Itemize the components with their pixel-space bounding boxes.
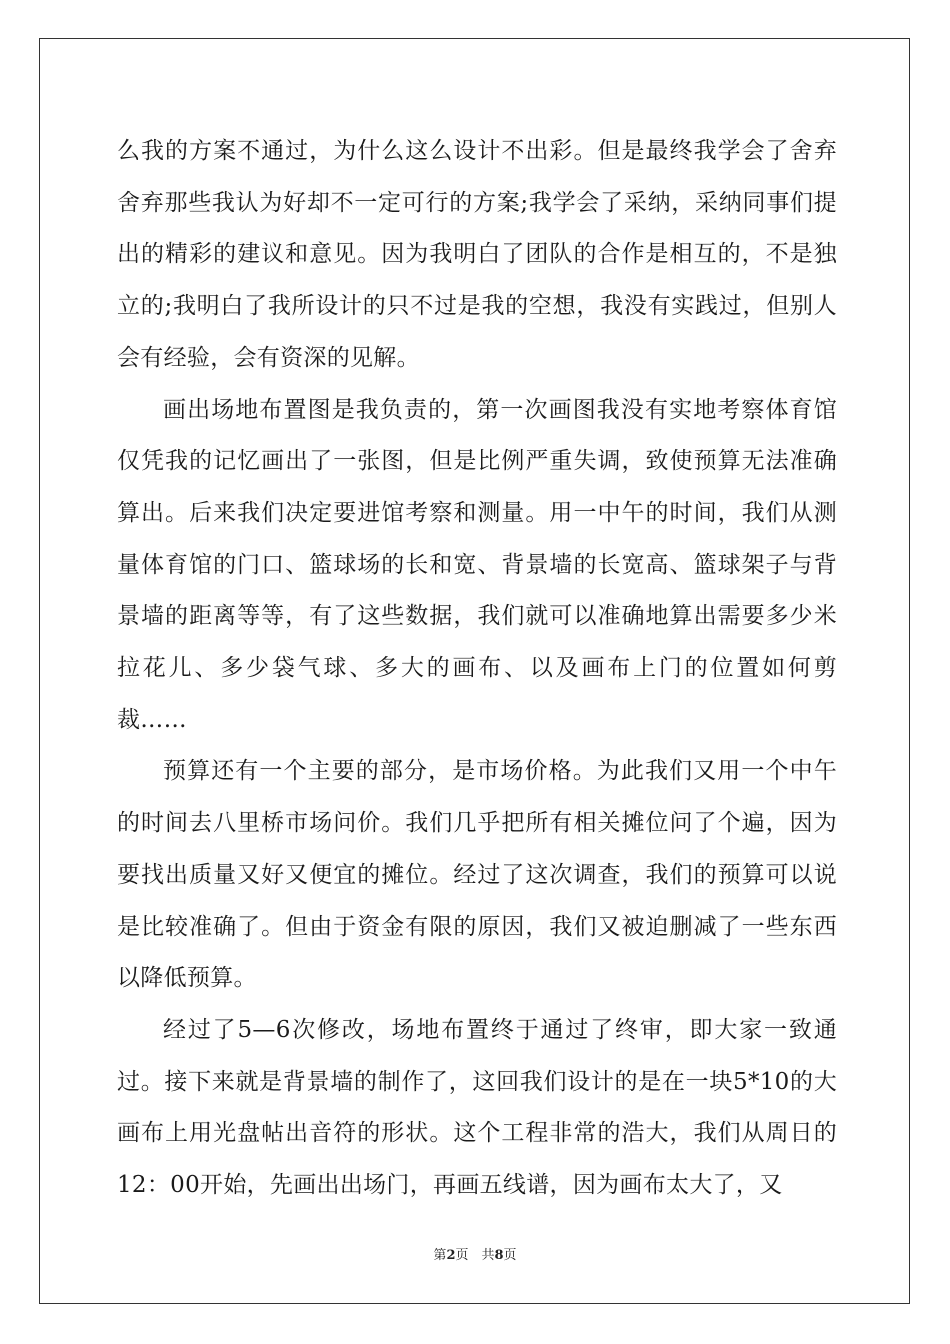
paragraph-3: 预算还有一个主要的部分，是市场价格。为此我们又用一个中午的时间去八里桥市场问价。我们几乎把所有相关摊位问了个遍，因为要找出质量又好又便宜的摊位。经过了这次调查，我们的预算可以说是比较准确了。但由于资金有限的原因，我们又被迫删减了一些东西以降低预算。	[117, 758, 837, 992]
page-footer	[0, 1244, 950, 1263]
current-page-number: 2	[446, 1248, 456, 1263]
footer-prefix: 第	[433, 1248, 447, 1263]
footer-suffix: 页	[503, 1248, 517, 1263]
document-body	[117, 126, 837, 1212]
paragraph-1: 么我的方案不通过，为什么这么设计不出彩。但是最终我学会了舍弃舍弃那些我认为好却不一定可行的方案;我学会了采纳，采纳同事们提出的精彩的建议和意见。因为我明白了团队的合作是相互的，不是独立的;我明白了我所设计的只不过是我的空想，我没有实践过，但别人会有经验，会有资深的见解。	[117, 138, 837, 371]
footer-mid: 页 共	[455, 1248, 495, 1263]
total-page-number: 8	[494, 1248, 504, 1263]
paragraph-2: 画出场地布置图是我负责的，第一次画图我没有实地考察体育馆仅凭我的记忆画出了一张图，但是比例严重失调，致使预算无法准确算出。后来我们决定要进馆考察和测量。用一中午的时间，我们从测量体育馆的门口、篮球场的长和宽、背景墙的长宽高、篮球架子与背景墙的距离等等，有了这些数据，我们就可以准确地算出需要多少米拉花儿、多少袋气球、多大的画布、以及画布上门的位置如何剪裁……	[117, 396, 837, 733]
paragraph-4: 经过了5—6次修改，场地布置终于通过了终审，即大家一致通过。接下来就是背景墙的制作了，这回我们设计的是在一块5*10的大画布上用光盘帖出音符的形状。这个工程非常的浩大，我们从周日的12：00开始，先画出出场门，再画五线谱，因为画布太大了，又	[117, 1016, 837, 1199]
